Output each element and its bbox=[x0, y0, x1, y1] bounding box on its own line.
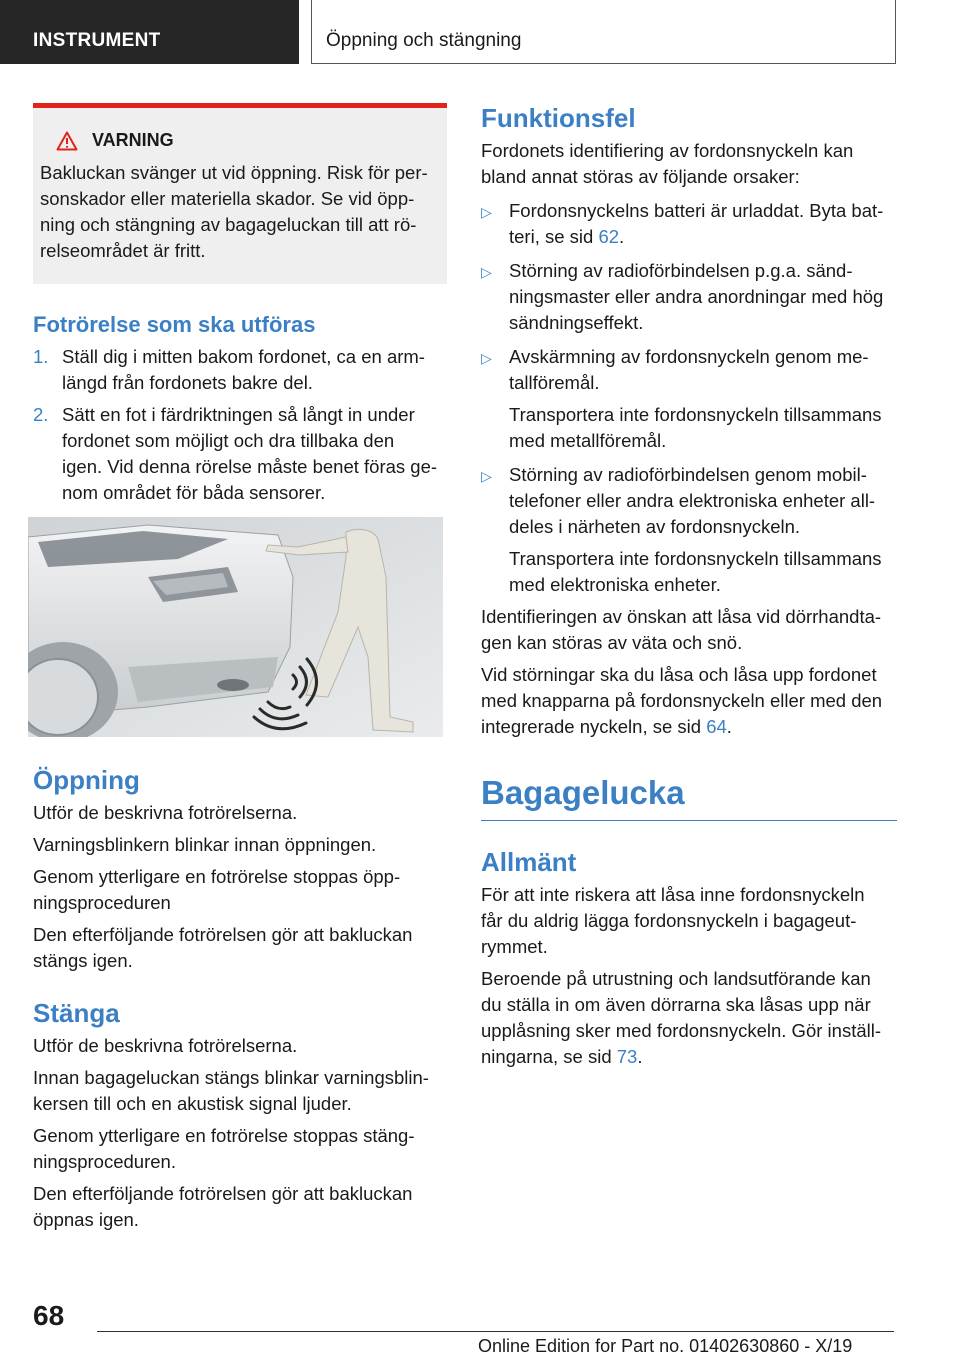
opening-line: ningsproceduren bbox=[33, 892, 171, 913]
closing-heading: Stänga bbox=[33, 998, 120, 1028]
warning-box bbox=[33, 103, 447, 284]
para-line: med knapparna på fordonsnyckeln eller med den bbox=[481, 690, 883, 711]
bullet-text bbox=[509, 258, 883, 336]
para-line bbox=[481, 714, 897, 740]
step-line: Sätt en fot i färdriktningen så långt in under bbox=[62, 404, 415, 425]
para-line: rymmet. bbox=[481, 936, 548, 957]
para-line: du ställa in om även dörrarna ska låsas upp när bbox=[481, 994, 871, 1015]
para-line: För att inte riskera att låsa inne fordonsnyckeln bbox=[481, 884, 865, 905]
bullet-text bbox=[509, 344, 882, 454]
bullet-line: telefoner eller andra elektroniska enheter all‐ bbox=[509, 490, 876, 511]
bullet-text bbox=[509, 462, 882, 598]
bullet-line: Störning av radioförbindelsen p.g.a. sänd‐ bbox=[509, 260, 853, 281]
opening-para: Varningsblinkern blinkar innan öppningen. bbox=[33, 834, 377, 855]
section-tab: INSTRUMENT bbox=[0, 0, 299, 64]
left-column bbox=[33, 103, 447, 506]
bullet-line: med elektroniska enheter. bbox=[509, 574, 721, 595]
malfunction-heading: Funktionsfel bbox=[481, 103, 636, 133]
warning-line: relseområdet är fritt. bbox=[40, 240, 206, 261]
list-item bbox=[481, 258, 897, 336]
page-header bbox=[0, 0, 960, 66]
closing-para bbox=[33, 1123, 447, 1175]
para-line-end: . bbox=[726, 716, 732, 737]
closing-para: Utför de beskrivna fotrörelserna. bbox=[33, 1035, 298, 1056]
intro-line: bland annat störas av följande orsaker: bbox=[481, 166, 800, 187]
para-line bbox=[481, 1044, 897, 1070]
opening-para bbox=[33, 922, 447, 974]
bullet-line: ningsmaster eller andra anordningar med hög bbox=[509, 286, 884, 307]
chapter-tab: Öppning och stängning bbox=[311, 0, 896, 64]
opening-section bbox=[33, 765, 447, 1233]
warning-triangle-icon bbox=[56, 131, 78, 151]
intro-line: Fordonets identifiering av fordonsnyckeln kan bbox=[481, 140, 854, 161]
bullet-triangle-icon: ▷ bbox=[481, 350, 492, 366]
warning-title bbox=[40, 130, 437, 151]
bullet-line-end: . bbox=[619, 226, 625, 247]
closing-line: ningsproceduren. bbox=[33, 1151, 176, 1172]
closing-line: kersen till och en akustisk signal ljuder. bbox=[33, 1093, 352, 1114]
closing-line: Den efterföljande fotrörelsen gör att bakluckan bbox=[33, 1183, 413, 1204]
tailgate-heading: Bagagelucka bbox=[481, 774, 897, 821]
para-line-end: . bbox=[637, 1046, 643, 1067]
bullet-line: Fordonsnyckelns batteri är urladdat. Byta bat‐ bbox=[509, 200, 884, 221]
bullet-line: Transportera inte fordonsnyckeln tillsammans bbox=[509, 404, 882, 425]
tailgate-para bbox=[481, 882, 897, 960]
malfunction-para bbox=[481, 604, 897, 656]
list-item bbox=[33, 344, 447, 396]
bullet-line: med metallföremål. bbox=[509, 430, 667, 451]
opening-line: Genom ytterligare en fotrörelse stoppas öpp‐ bbox=[33, 866, 401, 887]
bullet-line: Störning av radioförbindelsen genom mobil‐ bbox=[509, 464, 867, 485]
bullet-triangle-icon: ▷ bbox=[481, 264, 492, 280]
bullet-line: sändningseffekt. bbox=[509, 312, 644, 333]
warning-line: sonskador eller materiella skador. Se vid öpp‐ bbox=[40, 188, 415, 209]
warning-text bbox=[40, 160, 437, 264]
para-line: Identifieringen av önskan att låsa vid dörrhandta‐ bbox=[481, 606, 882, 627]
step-line: igen. Vid denna rörelse måste benet föras ge‐ bbox=[62, 456, 438, 477]
closing-line: öppnas igen. bbox=[33, 1209, 139, 1230]
step-line: längd från fordonets bakre del. bbox=[62, 372, 313, 393]
para-line: upplåsning sker med fordonsnyckeln. Gör inställ‐ bbox=[481, 1020, 881, 1041]
para-line: gen kan störas av väta och snö. bbox=[481, 632, 743, 653]
para-line: Vid störningar ska du låsa och låsa upp fordonet bbox=[481, 664, 877, 685]
page-link-73[interactable]: 73 bbox=[616, 1046, 638, 1067]
opening-line: stängs igen. bbox=[33, 950, 133, 971]
opening-para: Utför de beskrivna fotrörelserna. bbox=[33, 802, 298, 823]
step-text bbox=[62, 402, 437, 506]
opening-para bbox=[33, 864, 447, 916]
warning-line: Bakluckan svänger ut vid öppning. Risk för per‐ bbox=[40, 162, 428, 183]
para-line: Beroende på utrustning och landsutförande kan bbox=[481, 968, 871, 989]
page-number: 68 bbox=[33, 1300, 65, 1331]
list-item bbox=[33, 402, 447, 506]
closing-line: Genom ytterligare en fotrörelse stoppas stäng‐ bbox=[33, 1125, 415, 1146]
malfunction-para bbox=[481, 662, 897, 740]
opening-line: Den efterföljande fotrörelsen gör att bakluckan bbox=[33, 924, 413, 945]
step-number: 1. bbox=[33, 346, 49, 367]
step-line: fordonet som möjligt och dra tillbaka den bbox=[62, 430, 395, 451]
step-line: nom området för båda sensorer. bbox=[62, 482, 326, 503]
malfunction-intro bbox=[481, 138, 897, 190]
bullet-triangle-icon: ▷ bbox=[481, 204, 492, 220]
closing-para bbox=[33, 1181, 447, 1233]
step-text bbox=[62, 344, 425, 396]
list-item bbox=[481, 198, 897, 250]
list-item bbox=[481, 462, 897, 598]
page-link-64[interactable]: 64 bbox=[706, 716, 727, 737]
warning-line: ning och stängning av bagageluckan till att rö‐ bbox=[40, 214, 417, 235]
para-line-text: ningarna, se sid bbox=[481, 1046, 617, 1067]
step-line: Ställ dig i mitten bakom fordonet, ca en arm‐ bbox=[62, 346, 425, 367]
bullet-line: Transportera inte fordonsnyckeln tillsammans bbox=[509, 548, 882, 569]
bullet-line: deles i närheten av fordonsnyckeln. bbox=[509, 516, 801, 537]
right-column bbox=[481, 103, 897, 1070]
bullet-line-text: teri, se sid bbox=[509, 226, 599, 247]
general-heading: Allmänt bbox=[481, 847, 577, 877]
tailgate-para bbox=[481, 966, 897, 1070]
step-number: 2. bbox=[33, 404, 49, 425]
bullet-triangle-icon: ▷ bbox=[481, 468, 492, 484]
bullet-line: Avskärmning av fordonsnyckeln genom me‐ bbox=[509, 346, 869, 367]
footer-divider bbox=[97, 1331, 894, 1332]
bullet-note bbox=[509, 402, 882, 454]
tailgate-foot-sensor-illustration bbox=[28, 517, 443, 737]
edition-text: Online Edition for Part no. 01402630860 - X/19 bbox=[478, 1336, 853, 1356]
foot-motion-steps bbox=[33, 344, 447, 506]
para-line: får du aldrig lägga fordonsnyckeln i bagageut‐ bbox=[481, 910, 857, 931]
closing-para bbox=[33, 1065, 447, 1117]
para-line-text: integrerade nyckeln, se sid bbox=[481, 716, 707, 737]
list-item bbox=[481, 344, 897, 454]
bullet-note bbox=[509, 546, 882, 598]
bullet-line: tallföremål. bbox=[509, 372, 600, 393]
closing-line: Innan bagageluckan stängs blinkar varningsblin‐ bbox=[33, 1067, 429, 1088]
opening-heading: Öppning bbox=[33, 765, 140, 795]
warning-title-text: VARNING bbox=[92, 130, 174, 150]
bullet-text bbox=[509, 198, 883, 250]
bullet-line bbox=[509, 224, 883, 250]
foot-motion-heading: Fotrörelse som ska utföras bbox=[33, 312, 316, 337]
page-link-62[interactable]: 62 bbox=[598, 226, 620, 247]
